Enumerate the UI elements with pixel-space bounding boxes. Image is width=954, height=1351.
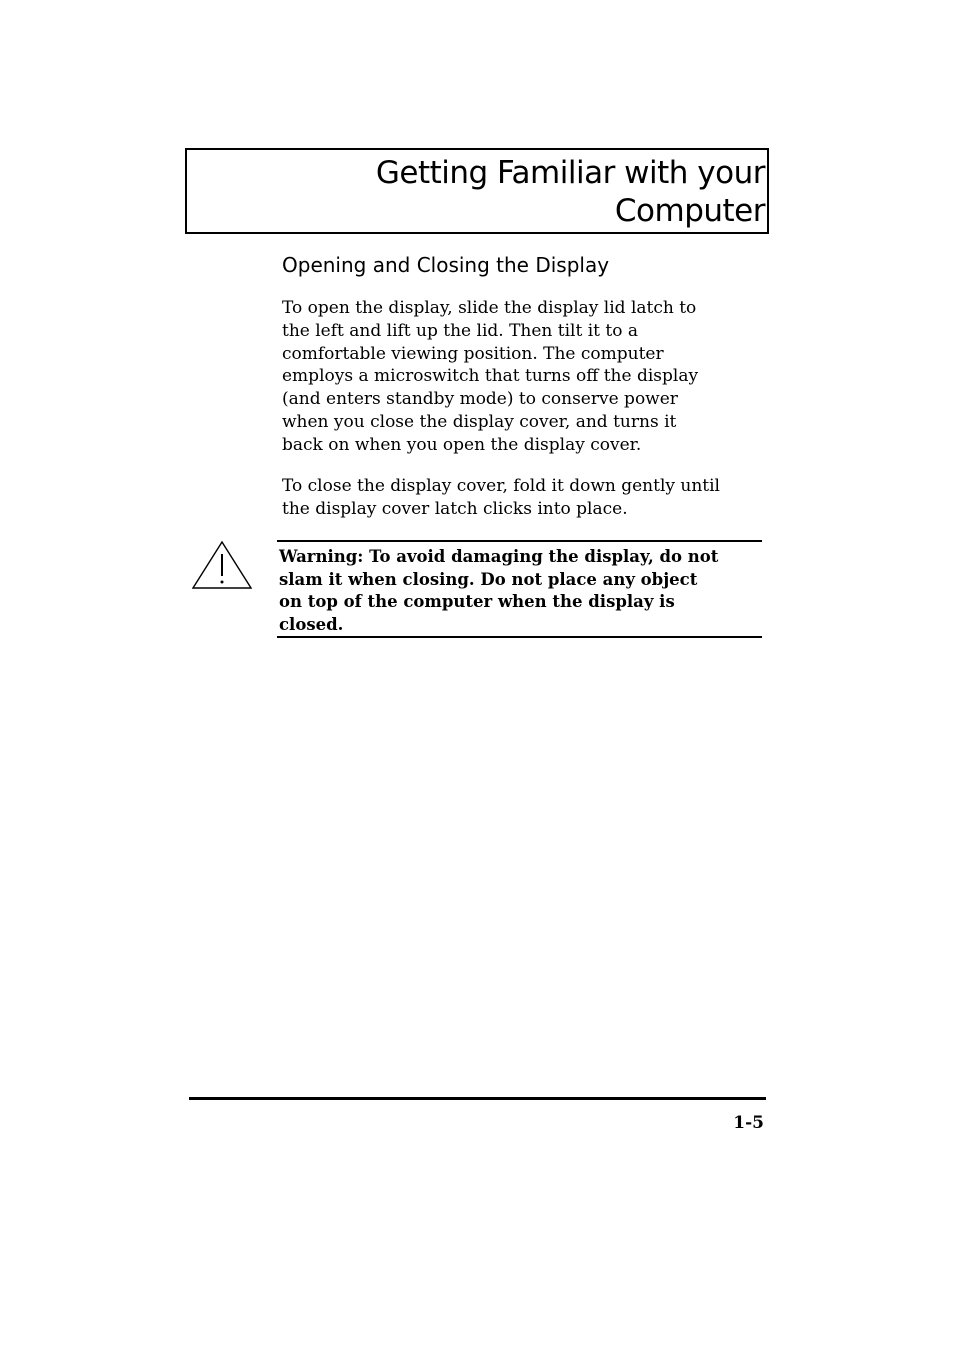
footer-rule xyxy=(189,1097,766,1100)
paragraph-line: when you close the display cover, and turns it xyxy=(282,411,677,432)
warning-line: on top of the computer when the display is xyxy=(279,592,675,611)
paragraph-line: (and enters standby mode) to conserve power xyxy=(282,389,678,410)
chapter-title-box xyxy=(185,148,769,234)
warning-line: closed. xyxy=(279,614,344,634)
paragraph-line: employs a microswitch that turns off the display xyxy=(282,366,699,387)
warning-triangle-icon xyxy=(192,541,252,591)
warning-line: slam it when closing. Do not place any object xyxy=(279,569,698,589)
paragraph-line: To open the display, slide the display lid latch to xyxy=(282,298,697,318)
paragraph-line: comfortable viewing position. The computer xyxy=(282,343,664,364)
chapter-title xyxy=(376,154,765,230)
warning-line: Warning: To avoid damaging the display, do not xyxy=(279,547,719,566)
paragraph-line: the left and lift up the lid. Then tilt it to a xyxy=(282,320,639,341)
paragraph-line: the display cover latch clicks into place. xyxy=(282,498,628,519)
paragraph-line: To close the display cover, fold it down gently until xyxy=(282,476,720,496)
chapter-title-line-1: Getting Familiar with your xyxy=(375,155,765,191)
body-paragraph-open-display xyxy=(282,297,764,457)
paragraph-line: back on when you open the display cover. xyxy=(282,434,642,455)
chapter-title-line-2: Computer xyxy=(614,193,765,229)
warning-text xyxy=(279,546,718,636)
section-heading: Opening and Closing the Display xyxy=(282,253,610,277)
warning-callout xyxy=(277,540,762,638)
page-number: 1-5 xyxy=(733,1113,764,1133)
body-paragraph-close-display xyxy=(282,475,764,521)
